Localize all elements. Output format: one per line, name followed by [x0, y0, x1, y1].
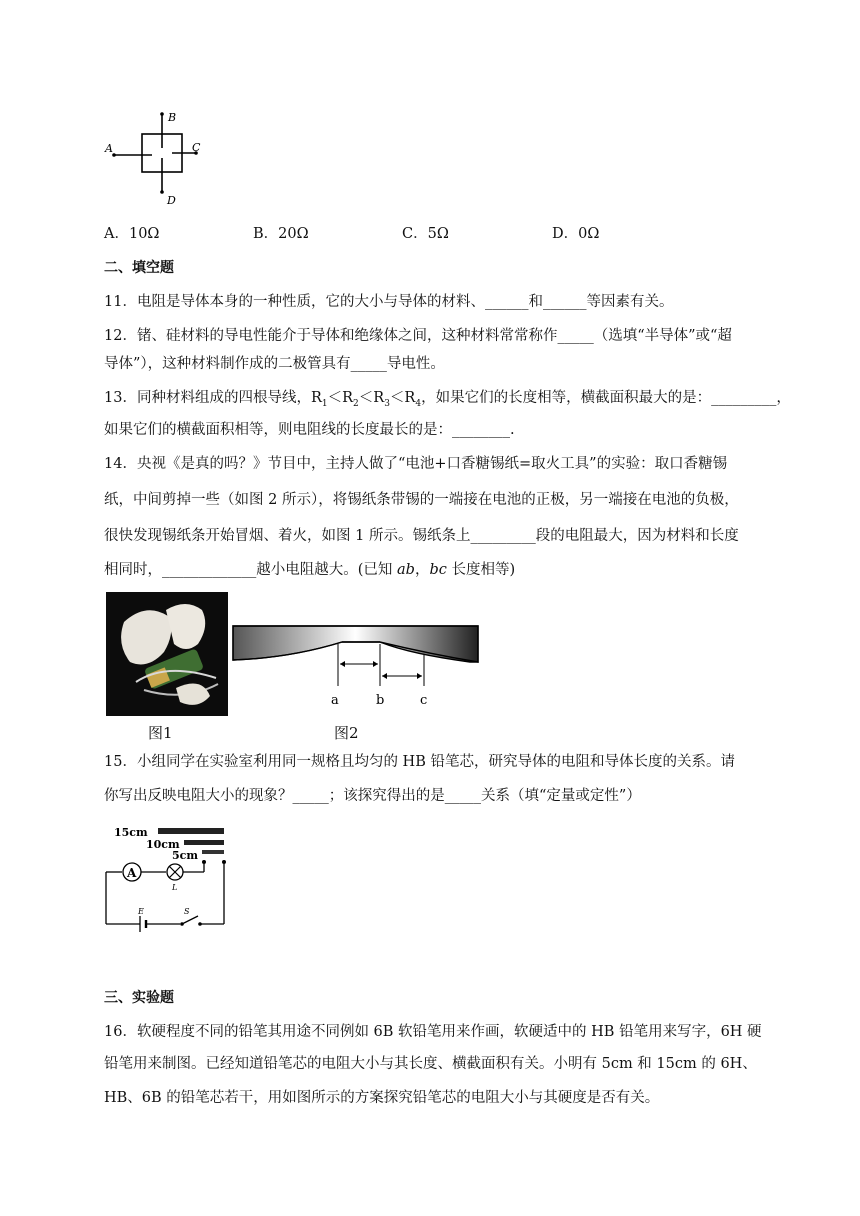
label-15cm: 15cm [114, 826, 148, 839]
battery-label: E [138, 907, 144, 916]
square-resistor-figure [100, 104, 210, 208]
question-16-line3: HB、6B 的铅笔芯若干，用如图所示的方案探究铅笔芯的电阻大小与其硬度是否有关。 [104, 1090, 660, 1106]
label-10cm: 10cm [146, 838, 180, 851]
question-14-line3: 很快发现锡纸条开始冒烟、着火，如图 1 所示。锡纸条上_________段的电阻最大，因为材料和长度 [104, 528, 739, 544]
question-14-line1: 14．央视《是真的吗？》节目中，主持人做了“电池+口香糖锡纸=取火工具”的实验：取口香糖锡 [104, 456, 728, 472]
question-16-line1: 16．软硬程度不同的铅笔其用途不同例如 6B 软铅笔用来作画，软硬适中的 HB 铅笔用来写字，6H 硬 [104, 1024, 762, 1040]
section-title-fill-in: 二、填空题 [104, 260, 174, 276]
option-a: A．10Ω [104, 226, 160, 242]
question-15-line2: 你写出反映电阻大小的现象？_____；该探究得出的是_____关系（填“定量或定性”） [104, 788, 641, 804]
label-c: C [192, 141, 201, 154]
label-a: a [331, 693, 339, 708]
label-5cm: 5cm [172, 849, 198, 862]
question-15-line1: 15．小组同学在实验室利用同一规格且均匀的 HB 铅笔芯，研究导体的电阻和导体长度的关系。请 [104, 754, 735, 770]
section-title-experiment: 三、实验题 [104, 990, 174, 1006]
ammeter-symbol: A [127, 866, 137, 880]
option-c: C．5Ω [402, 226, 449, 242]
foil-strip-diagram [230, 624, 480, 710]
question-12-line2: 导体”），这种材料制作成的二极管具有_____导电性。 [104, 356, 445, 372]
question-13-line2: 如果它们的横截面积相等，则电阻线的长度最长的是：________. [104, 422, 515, 438]
question-14-line2: 纸，中间剪掉一些（如图 2 所示），将锡纸条带锡的一端接在电池的正极，另一端接在电池的负极， [104, 492, 739, 508]
question-16-line2: 铅笔用来制图。已经知道铅笔芯的电阻大小与其长度、横截面积有关。小明有 5cm 和 15cm 的 6H、 [104, 1056, 757, 1072]
figure-1-caption: 图1 [148, 724, 173, 742]
question-12-line1: 12．锗、硅材料的导电性能介于导体和绝缘体之间，这种材料常常称作_____（选填“半导体”或“超 [104, 328, 732, 344]
label-d: D [167, 194, 176, 207]
battery-foil-photo [106, 592, 228, 716]
label-a: A [105, 142, 113, 155]
question-11: 11．电阻是导体本身的一种性质，它的大小与导体的材料、______和______等因素有关。 [104, 294, 674, 310]
figure-2-caption: 图2 [334, 724, 359, 742]
label-c: c [420, 693, 428, 708]
lamp-label: L [172, 883, 178, 892]
question-13-line1: 13．同种材料组成的四根导线，$R_1<R_2<R_3<R_4$，如果它们的长度相等，横截面积最大的是：_________， [104, 390, 791, 409]
pencil-lead-circuit [100, 820, 240, 932]
option-d: D．0Ω [552, 226, 600, 242]
label-b: B [168, 111, 177, 124]
label-b: b [376, 693, 385, 708]
option-b: B．20Ω [253, 226, 309, 242]
question-14-line4: 相同时，_____________越小电阻越大。(已知 ab，bc 长度相等) [104, 562, 516, 578]
switch-label: S [184, 907, 190, 916]
